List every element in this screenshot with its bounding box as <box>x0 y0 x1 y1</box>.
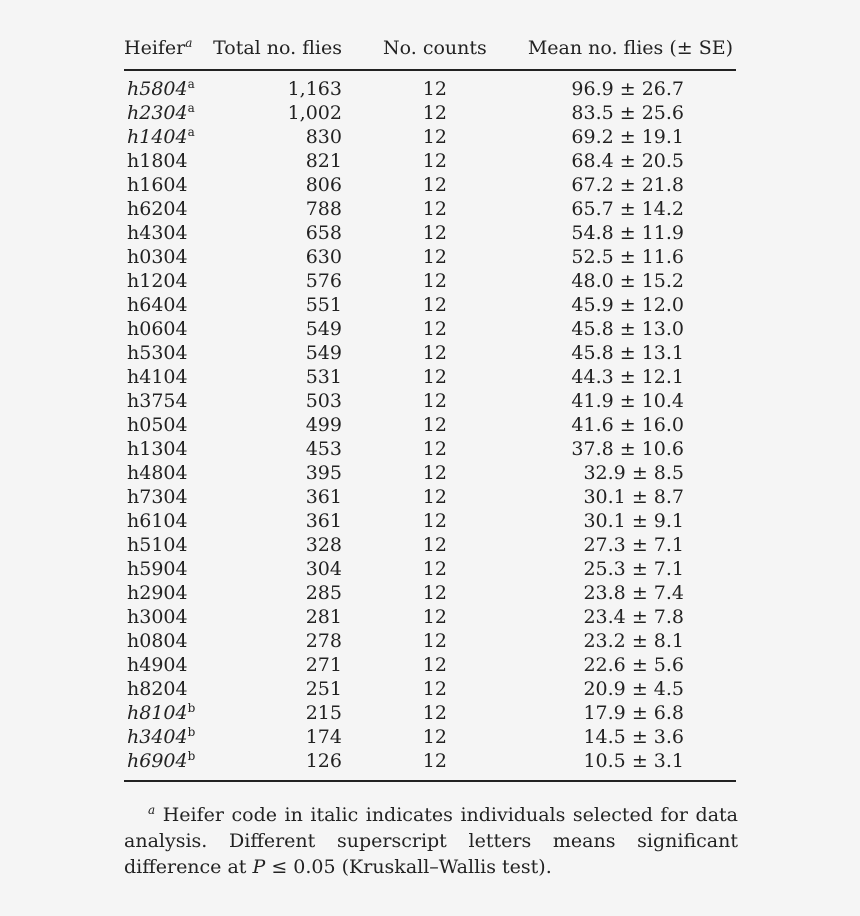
cell-mean-flies: 41.9 ± 10.4 <box>571 390 684 412</box>
table-row <box>124 245 736 269</box>
table-row <box>124 341 736 365</box>
heifer-header-footnote-marker: a <box>185 36 193 50</box>
cell-mean-flies: 22.6 ± 5.6 <box>583 654 684 676</box>
cell-mean-flies: 83.5 ± 25.6 <box>571 102 684 124</box>
cell-heifer-code <box>124 581 213 605</box>
cell-mean-flies: 10.5 ± 3.1 <box>583 750 684 772</box>
cell-total-flies: 126 <box>305 750 342 772</box>
heifer-code: h6204 <box>127 198 188 220</box>
table-row <box>124 437 736 461</box>
cell-mean-flies: 30.1 ± 8.7 <box>583 486 684 508</box>
table-row <box>124 677 736 701</box>
heifer-code: h8104 <box>127 702 188 724</box>
cell-mean-flies: 37.8 ± 10.6 <box>571 438 684 460</box>
cell-total-flies: 531 <box>305 366 342 388</box>
heifer-code: h2304 <box>127 102 188 124</box>
table-row <box>124 365 736 389</box>
column-header-no-counts: No. counts <box>383 37 487 59</box>
cell-no-counts: 12 <box>422 102 447 124</box>
cell-total-flies: 453 <box>305 438 342 460</box>
footnote-marker: a <box>148 803 156 817</box>
cell-no-counts: 12 <box>422 558 447 580</box>
cell-total-flies: 549 <box>305 318 342 340</box>
heifer-code: h4904 <box>127 654 188 676</box>
cell-heifer-code <box>124 317 213 341</box>
heifer-code: h1404 <box>127 126 188 148</box>
heifer-code: h0604 <box>127 318 188 340</box>
header-row <box>124 36 736 70</box>
table-row <box>124 701 736 725</box>
heifer-code: h7304 <box>127 486 188 508</box>
cell-heifer-code <box>124 341 213 365</box>
cell-no-counts: 12 <box>422 318 447 340</box>
cell-heifer-code <box>124 701 213 725</box>
cell-total-flies: 788 <box>305 198 342 220</box>
cell-mean-flies: 23.8 ± 7.4 <box>583 582 684 604</box>
table-row <box>124 413 736 437</box>
cell-mean-flies: 52.5 ± 11.6 <box>571 246 684 268</box>
table-row <box>124 509 736 533</box>
heifer-code: h3404 <box>127 726 188 748</box>
heifer-code: h4804 <box>127 462 188 484</box>
cell-no-counts: 12 <box>422 198 447 220</box>
cell-heifer-code <box>124 173 213 197</box>
significance-superscript: b <box>187 701 196 715</box>
heifer-code: h1204 <box>127 270 188 292</box>
cell-no-counts: 12 <box>422 702 447 724</box>
cell-heifer-code <box>124 413 213 437</box>
cell-no-counts: 12 <box>422 726 447 748</box>
heifer-code: h5104 <box>127 534 188 556</box>
cell-no-counts: 12 <box>422 678 447 700</box>
table-row <box>124 149 736 173</box>
cell-total-flies: 251 <box>305 678 342 700</box>
cell-heifer-code <box>124 485 213 509</box>
table-row <box>124 605 736 629</box>
cell-heifer-code <box>124 125 213 149</box>
table-header <box>124 36 736 70</box>
cell-heifer-code <box>124 149 213 173</box>
cell-mean-flies: 69.2 ± 19.1 <box>571 126 684 148</box>
heifer-code: h0804 <box>127 630 188 652</box>
cell-mean-flies: 96.9 ± 26.7 <box>571 78 684 100</box>
column-header-total-flies: Total no. flies <box>213 37 342 59</box>
table-row <box>124 629 736 653</box>
cell-total-flies: 328 <box>305 534 342 556</box>
cell-heifer-code <box>124 389 213 413</box>
table-row <box>124 221 736 245</box>
heifer-code: h6104 <box>127 510 188 532</box>
heifer-code: h4104 <box>127 366 188 388</box>
cell-total-flies: 361 <box>305 486 342 508</box>
cell-total-flies: 395 <box>305 462 342 484</box>
heifer-code: h0504 <box>127 414 188 436</box>
cell-mean-flies: 30.1 ± 9.1 <box>583 510 684 532</box>
cell-no-counts: 12 <box>422 630 447 652</box>
table-row <box>124 389 736 413</box>
cell-no-counts: 12 <box>422 486 447 508</box>
heifer-code: h2904 <box>127 582 188 604</box>
table-row <box>124 293 736 317</box>
significance-superscript: a <box>187 125 195 139</box>
column-header-heifer <box>124 36 213 70</box>
table-row <box>124 317 736 341</box>
table-row <box>124 461 736 485</box>
cell-heifer-code <box>124 653 213 677</box>
cell-no-counts: 12 <box>422 582 447 604</box>
cell-total-flies: 304 <box>305 558 342 580</box>
footnote-p-symbol: P <box>252 856 266 878</box>
cell-heifer-code <box>124 749 213 781</box>
heifer-code: h8204 <box>127 678 188 700</box>
table-footnote <box>124 802 738 880</box>
cell-total-flies: 278 <box>305 630 342 652</box>
heifer-header-label: Heifer <box>124 37 186 59</box>
column-header-mean-flies: Mean no. flies (± SE) <box>527 37 733 59</box>
cell-mean-flies: 44.3 ± 12.1 <box>571 366 684 388</box>
cell-mean-flies: 45.8 ± 13.0 <box>571 318 684 340</box>
cell-no-counts: 12 <box>422 294 447 316</box>
cell-total-flies: 551 <box>305 294 342 316</box>
cell-no-counts: 12 <box>422 606 447 628</box>
cell-mean-flies: 67.2 ± 21.8 <box>571 174 684 196</box>
cell-no-counts: 12 <box>422 462 447 484</box>
cell-no-counts: 12 <box>422 438 447 460</box>
cell-total-flies: 1,163 <box>287 78 342 100</box>
heifer-code: h1804 <box>127 150 188 172</box>
heifer-code: h0304 <box>127 246 188 268</box>
cell-heifer-code <box>124 533 213 557</box>
footnote-text-part2: ≤ 0.05 (Kruskall–Wallis test). <box>265 856 552 878</box>
cell-no-counts: 12 <box>422 150 447 172</box>
heifer-fly-count-table <box>124 36 736 782</box>
cell-heifer-code <box>124 365 213 389</box>
cell-no-counts: 12 <box>422 270 447 292</box>
table-row <box>124 125 736 149</box>
cell-mean-flies: 14.5 ± 3.6 <box>583 726 684 748</box>
table-row <box>124 557 736 581</box>
cell-mean-flies: 25.3 ± 7.1 <box>583 558 684 580</box>
cell-total-flies: 503 <box>305 390 342 412</box>
cell-total-flies: 630 <box>305 246 342 268</box>
cell-no-counts: 12 <box>422 246 447 268</box>
cell-total-flies: 281 <box>305 606 342 628</box>
table-body <box>124 70 736 781</box>
cell-mean-flies: 45.8 ± 13.1 <box>571 342 684 364</box>
cell-heifer-code <box>124 437 213 461</box>
cell-heifer-code <box>124 461 213 485</box>
cell-total-flies: 549 <box>305 342 342 364</box>
table-row <box>124 725 736 749</box>
table-row <box>124 70 736 101</box>
cell-no-counts: 12 <box>422 414 447 436</box>
table-row <box>124 173 736 197</box>
cell-heifer-code <box>124 557 213 581</box>
data-table-container <box>124 36 736 782</box>
table-row <box>124 485 736 509</box>
cell-mean-flies: 20.9 ± 4.5 <box>583 678 684 700</box>
cell-mean-flies: 45.9 ± 12.0 <box>571 294 684 316</box>
heifer-code: h6904 <box>127 750 188 772</box>
cell-total-flies: 806 <box>305 174 342 196</box>
cell-no-counts: 12 <box>422 510 447 532</box>
table-row <box>124 749 736 781</box>
cell-total-flies: 1,002 <box>287 102 342 124</box>
cell-heifer-code <box>124 293 213 317</box>
cell-mean-flies: 65.7 ± 14.2 <box>571 198 684 220</box>
heifer-code: h5904 <box>127 558 188 580</box>
cell-mean-flies: 32.9 ± 8.5 <box>583 462 684 484</box>
cell-mean-flies: 23.2 ± 8.1 <box>583 630 684 652</box>
cell-total-flies: 830 <box>305 126 342 148</box>
cell-total-flies: 174 <box>305 726 342 748</box>
cell-mean-flies: 68.4 ± 20.5 <box>571 150 684 172</box>
significance-superscript: b <box>187 725 196 739</box>
table-row <box>124 269 736 293</box>
cell-mean-flies: 23.4 ± 7.8 <box>583 606 684 628</box>
cell-heifer-code <box>124 269 213 293</box>
heifer-code: h5804 <box>127 78 188 100</box>
heifer-code: h3004 <box>127 606 188 628</box>
cell-mean-flies: 41.6 ± 16.0 <box>571 414 684 436</box>
significance-superscript: a <box>187 101 195 115</box>
cell-heifer-code <box>124 509 213 533</box>
heifer-code: h1604 <box>127 174 188 196</box>
cell-heifer-code <box>124 725 213 749</box>
heifer-code: h3754 <box>127 390 188 412</box>
cell-heifer-code <box>124 605 213 629</box>
cell-total-flies: 285 <box>305 582 342 604</box>
table-row <box>124 197 736 221</box>
cell-heifer-code <box>124 197 213 221</box>
cell-total-flies: 361 <box>305 510 342 532</box>
cell-mean-flies: 27.3 ± 7.1 <box>583 534 684 556</box>
cell-total-flies: 499 <box>305 414 342 436</box>
cell-total-flies: 271 <box>305 654 342 676</box>
cell-no-counts: 12 <box>422 78 447 100</box>
cell-total-flies: 215 <box>305 702 342 724</box>
cell-no-counts: 12 <box>422 174 447 196</box>
cell-total-flies: 576 <box>305 270 342 292</box>
heifer-code: h6404 <box>127 294 188 316</box>
cell-heifer-code <box>124 70 213 101</box>
cell-mean-flies: 17.9 ± 6.8 <box>583 702 684 724</box>
heifer-code: h5304 <box>127 342 188 364</box>
table-row <box>124 653 736 677</box>
cell-no-counts: 12 <box>422 654 447 676</box>
cell-heifer-code <box>124 245 213 269</box>
cell-heifer-code <box>124 677 213 701</box>
significance-superscript: a <box>187 77 195 91</box>
cell-no-counts: 12 <box>422 750 447 772</box>
cell-mean-flies: 54.8 ± 11.9 <box>571 222 684 244</box>
cell-no-counts: 12 <box>422 390 447 412</box>
cell-heifer-code <box>124 101 213 125</box>
cell-no-counts: 12 <box>422 534 447 556</box>
table-row <box>124 581 736 605</box>
cell-heifer-code <box>124 221 213 245</box>
cell-total-flies: 658 <box>305 222 342 244</box>
cell-total-flies: 821 <box>305 150 342 172</box>
table-row <box>124 533 736 557</box>
footnote-text-part1: Heifer code in italic indicates individuals selected for data analysis. Different superscript letters means significant difference at <box>124 804 738 878</box>
cell-no-counts: 12 <box>422 126 447 148</box>
table-row <box>124 101 736 125</box>
cell-heifer-code <box>124 629 213 653</box>
cell-no-counts: 12 <box>422 342 447 364</box>
cell-mean-flies: 48.0 ± 15.2 <box>571 270 684 292</box>
significance-superscript: b <box>187 749 196 763</box>
cell-no-counts: 12 <box>422 222 447 244</box>
heifer-code: h1304 <box>127 438 188 460</box>
heifer-code: h4304 <box>127 222 188 244</box>
cell-no-counts: 12 <box>422 366 447 388</box>
